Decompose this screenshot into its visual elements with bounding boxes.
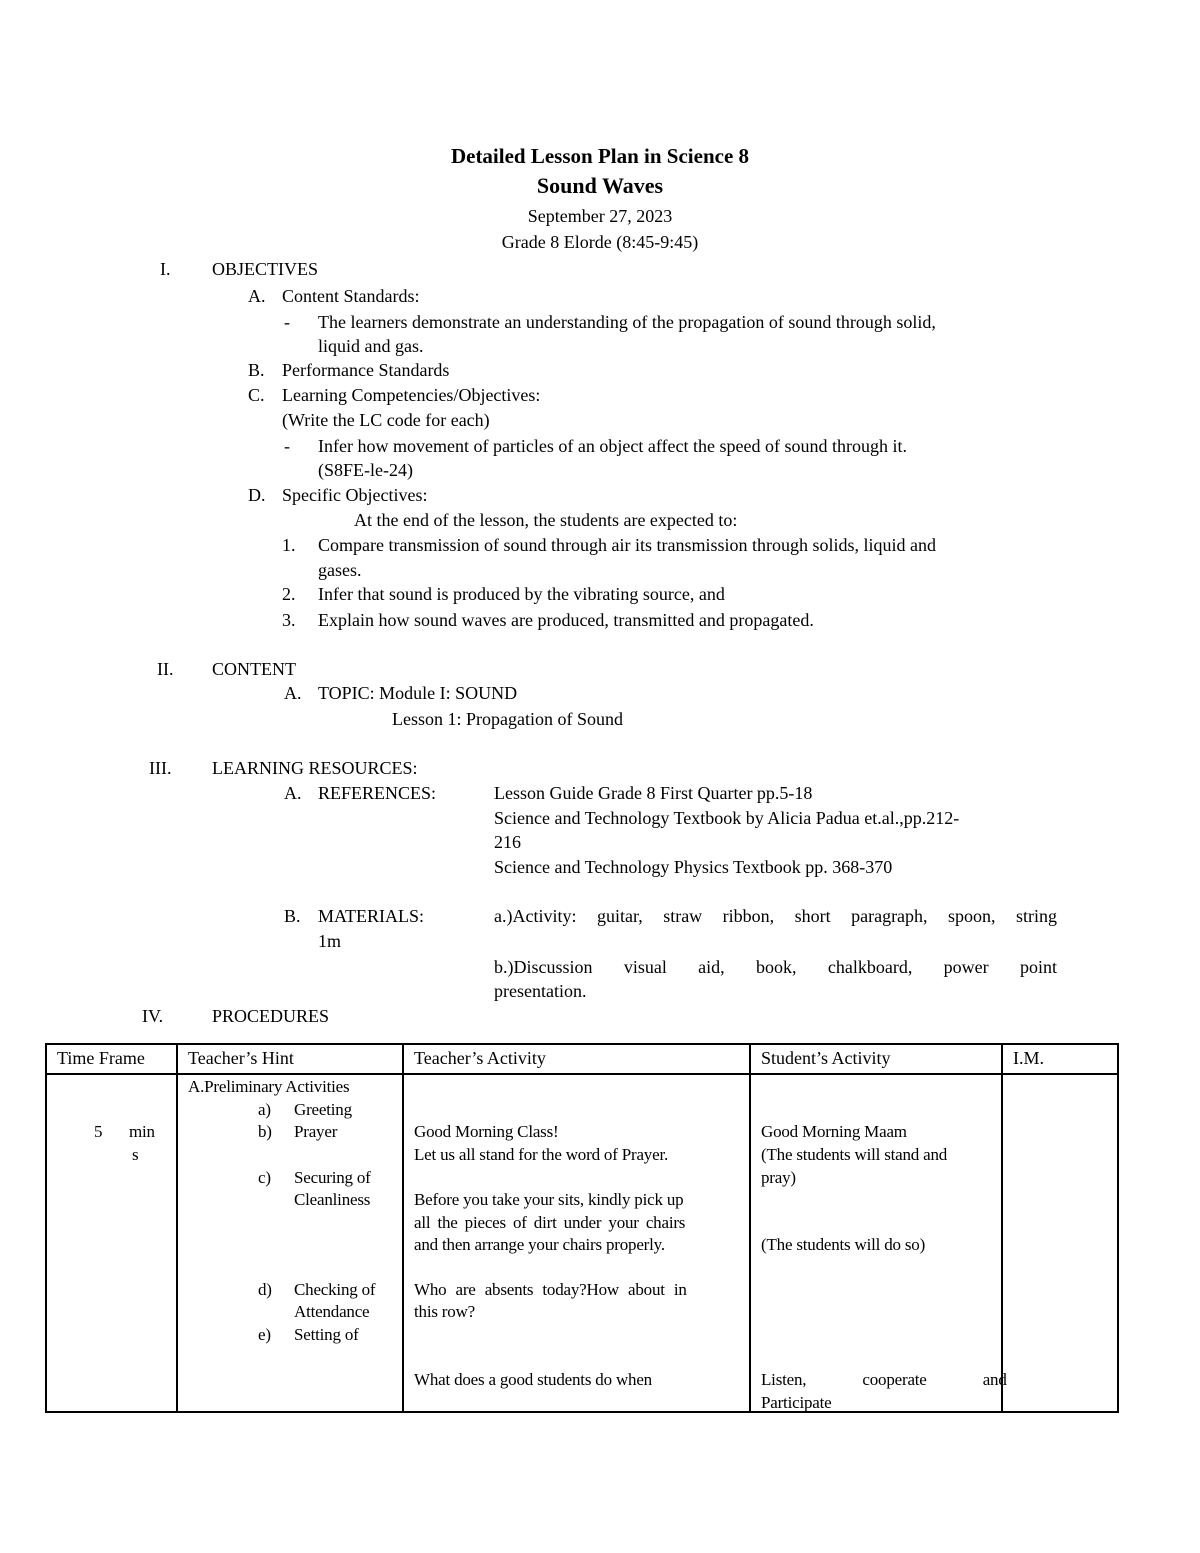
hint-item: Greeting — [294, 1100, 352, 1119]
time-unit-cont: s — [132, 1145, 139, 1164]
column-header: Teacher’s Activity — [403, 1044, 750, 1074]
teacher-line: and then arrange your chairs properly. — [414, 1235, 665, 1254]
student-line: (The students will do so) — [761, 1235, 926, 1254]
reference-item: Science and Technology Textbook by Alicia Padua et.al.,pp.212- — [494, 808, 960, 828]
column-header: Time Frame — [46, 1044, 177, 1074]
specific-objectives-intro: At the end of the lesson, the students are expected to: — [354, 510, 738, 530]
reference-item: Lesson Guide Grade 8 First Quarter pp.5-18 — [494, 783, 813, 803]
list-item-cont: gases. — [318, 560, 362, 580]
content-standards-label: Content Standards: — [282, 286, 420, 306]
section-heading-resources: LEARNING RESOURCES: — [212, 758, 418, 778]
student-line: Listen, cooperate and — [761, 1370, 1007, 1389]
hint-label: b) — [258, 1122, 272, 1141]
document-subtitle: Sound Waves — [536, 173, 664, 198]
hint-label: d) — [258, 1280, 272, 1299]
table-row — [46, 1074, 1118, 1412]
document-title: Detailed Lesson Plan in Science 8 — [450, 144, 750, 168]
hint-item: Prayer — [294, 1122, 338, 1141]
im-cell — [1002, 1074, 1118, 1412]
hint-label: e) — [258, 1325, 271, 1344]
dash-bullet: - — [284, 312, 290, 332]
topic-text: TOPIC: Module I: SOUND — [318, 683, 518, 703]
teacher-line: Who are absents today?How about in — [414, 1280, 687, 1299]
student-line: pray) — [761, 1168, 796, 1187]
time-value: 5 — [94, 1122, 103, 1141]
list-label: C. — [248, 385, 265, 405]
materials-discussion-cont: presentation. — [494, 981, 587, 1001]
materials-label-cont: 1m — [318, 931, 342, 951]
list-label: A. — [284, 683, 302, 703]
reference-item-cont: 216 — [494, 832, 521, 852]
competency-text: Infer how movement of particles of an object affect the speed of sound through it. — [318, 436, 907, 456]
lc-code-note: (Write the LC code for each) — [282, 410, 490, 430]
teacher-line: Good Morning Class! — [414, 1122, 559, 1141]
performance-standards-label: Performance Standards — [282, 360, 450, 380]
student-activity-cell — [750, 1074, 1007, 1412]
section-number: IV. — [142, 1006, 164, 1026]
list-item: Infer that sound is produced by the vibrating source, and — [318, 584, 725, 604]
competency-code: (S8FE-le-24) — [318, 460, 413, 480]
student-line: Participate — [761, 1393, 832, 1412]
column-header: I.M. — [1002, 1044, 1118, 1074]
learning-competencies-label: Learning Competencies/Objectives: — [282, 385, 541, 405]
hint-item: Setting of — [294, 1325, 359, 1344]
section-number: I. — [160, 259, 171, 279]
list-item-number: 3. — [282, 610, 296, 630]
section-heading-content: CONTENT — [212, 659, 296, 679]
list-item-number: 1. — [282, 535, 296, 555]
time-unit: min — [129, 1122, 155, 1141]
lesson-text: Lesson 1: Propagation of Sound — [392, 709, 623, 729]
list-label: A. — [248, 286, 266, 306]
time-frame-cell — [46, 1074, 177, 1412]
student-line: (The students will stand and — [761, 1145, 948, 1164]
student-line: Good Morning Maam — [761, 1122, 907, 1141]
specific-objectives-label: Specific Objectives: — [282, 485, 428, 505]
table-header-row — [46, 1044, 1118, 1074]
lesson-date: September 27, 2023 — [527, 206, 673, 226]
procedures-table — [45, 1043, 1119, 1413]
teacher-line: Before you take your sits, kindly pick up — [414, 1190, 684, 1209]
hint-label: a) — [258, 1100, 271, 1119]
teacher-line: all the pieces of dirt under your chairs — [414, 1213, 686, 1232]
list-label: D. — [248, 485, 266, 505]
list-label: B. — [248, 360, 265, 380]
list-label: A. — [284, 783, 302, 803]
references-label: REFERENCES: — [318, 783, 437, 803]
list-item-number: 2. — [282, 584, 296, 604]
content-standard-text: The learners demonstrate an understanding of the propagation of sound through solid, — [318, 312, 936, 332]
section-number: III. — [149, 758, 172, 778]
materials-activity: a.)Activity: guitar, straw ribbon, short paragraph, spoon, string — [494, 906, 1057, 926]
materials-discussion: b.)Discussion visual aid, book, chalkboard, power point — [494, 957, 1057, 977]
hint-label: c) — [258, 1168, 271, 1187]
hint-item-cont: Cleanliness — [294, 1190, 371, 1209]
section-number: II. — [157, 659, 174, 679]
teacher-line: this row? — [414, 1302, 475, 1321]
hint-item: Securing of — [294, 1168, 371, 1187]
dash-bullet: - — [284, 436, 290, 456]
hint-item-cont: Attendance — [294, 1302, 370, 1321]
list-label: B. — [284, 906, 301, 926]
section-heading-procedures: PROCEDURES — [212, 1006, 330, 1026]
column-header: Student’s Activity — [750, 1044, 1002, 1074]
teacher-hint-cell — [177, 1074, 403, 1412]
hint-title: A.Preliminary Activities — [188, 1077, 350, 1096]
list-item: Compare transmission of sound through air its transmission through solids, liquid and — [318, 535, 936, 555]
reference-item: Science and Technology Physics Textbook pp. 368-370 — [494, 857, 893, 877]
materials-label: MATERIALS: — [318, 906, 425, 926]
hint-item: Checking of — [294, 1280, 376, 1299]
column-header: Teacher’s Hint — [177, 1044, 403, 1074]
class-section: Grade 8 Elorde (8:45-9:45) — [501, 232, 699, 252]
teacher-line: What does a good students do when — [414, 1370, 652, 1389]
content-standard-text-cont: liquid and gas. — [318, 336, 424, 356]
section-heading-objectives: OBJECTIVES — [212, 259, 319, 279]
list-item: Explain how sound waves are produced, transmitted and propagated. — [318, 610, 814, 630]
teacher-line: Let us all stand for the word of Prayer. — [414, 1145, 669, 1164]
teacher-activity-cell — [403, 1074, 750, 1412]
